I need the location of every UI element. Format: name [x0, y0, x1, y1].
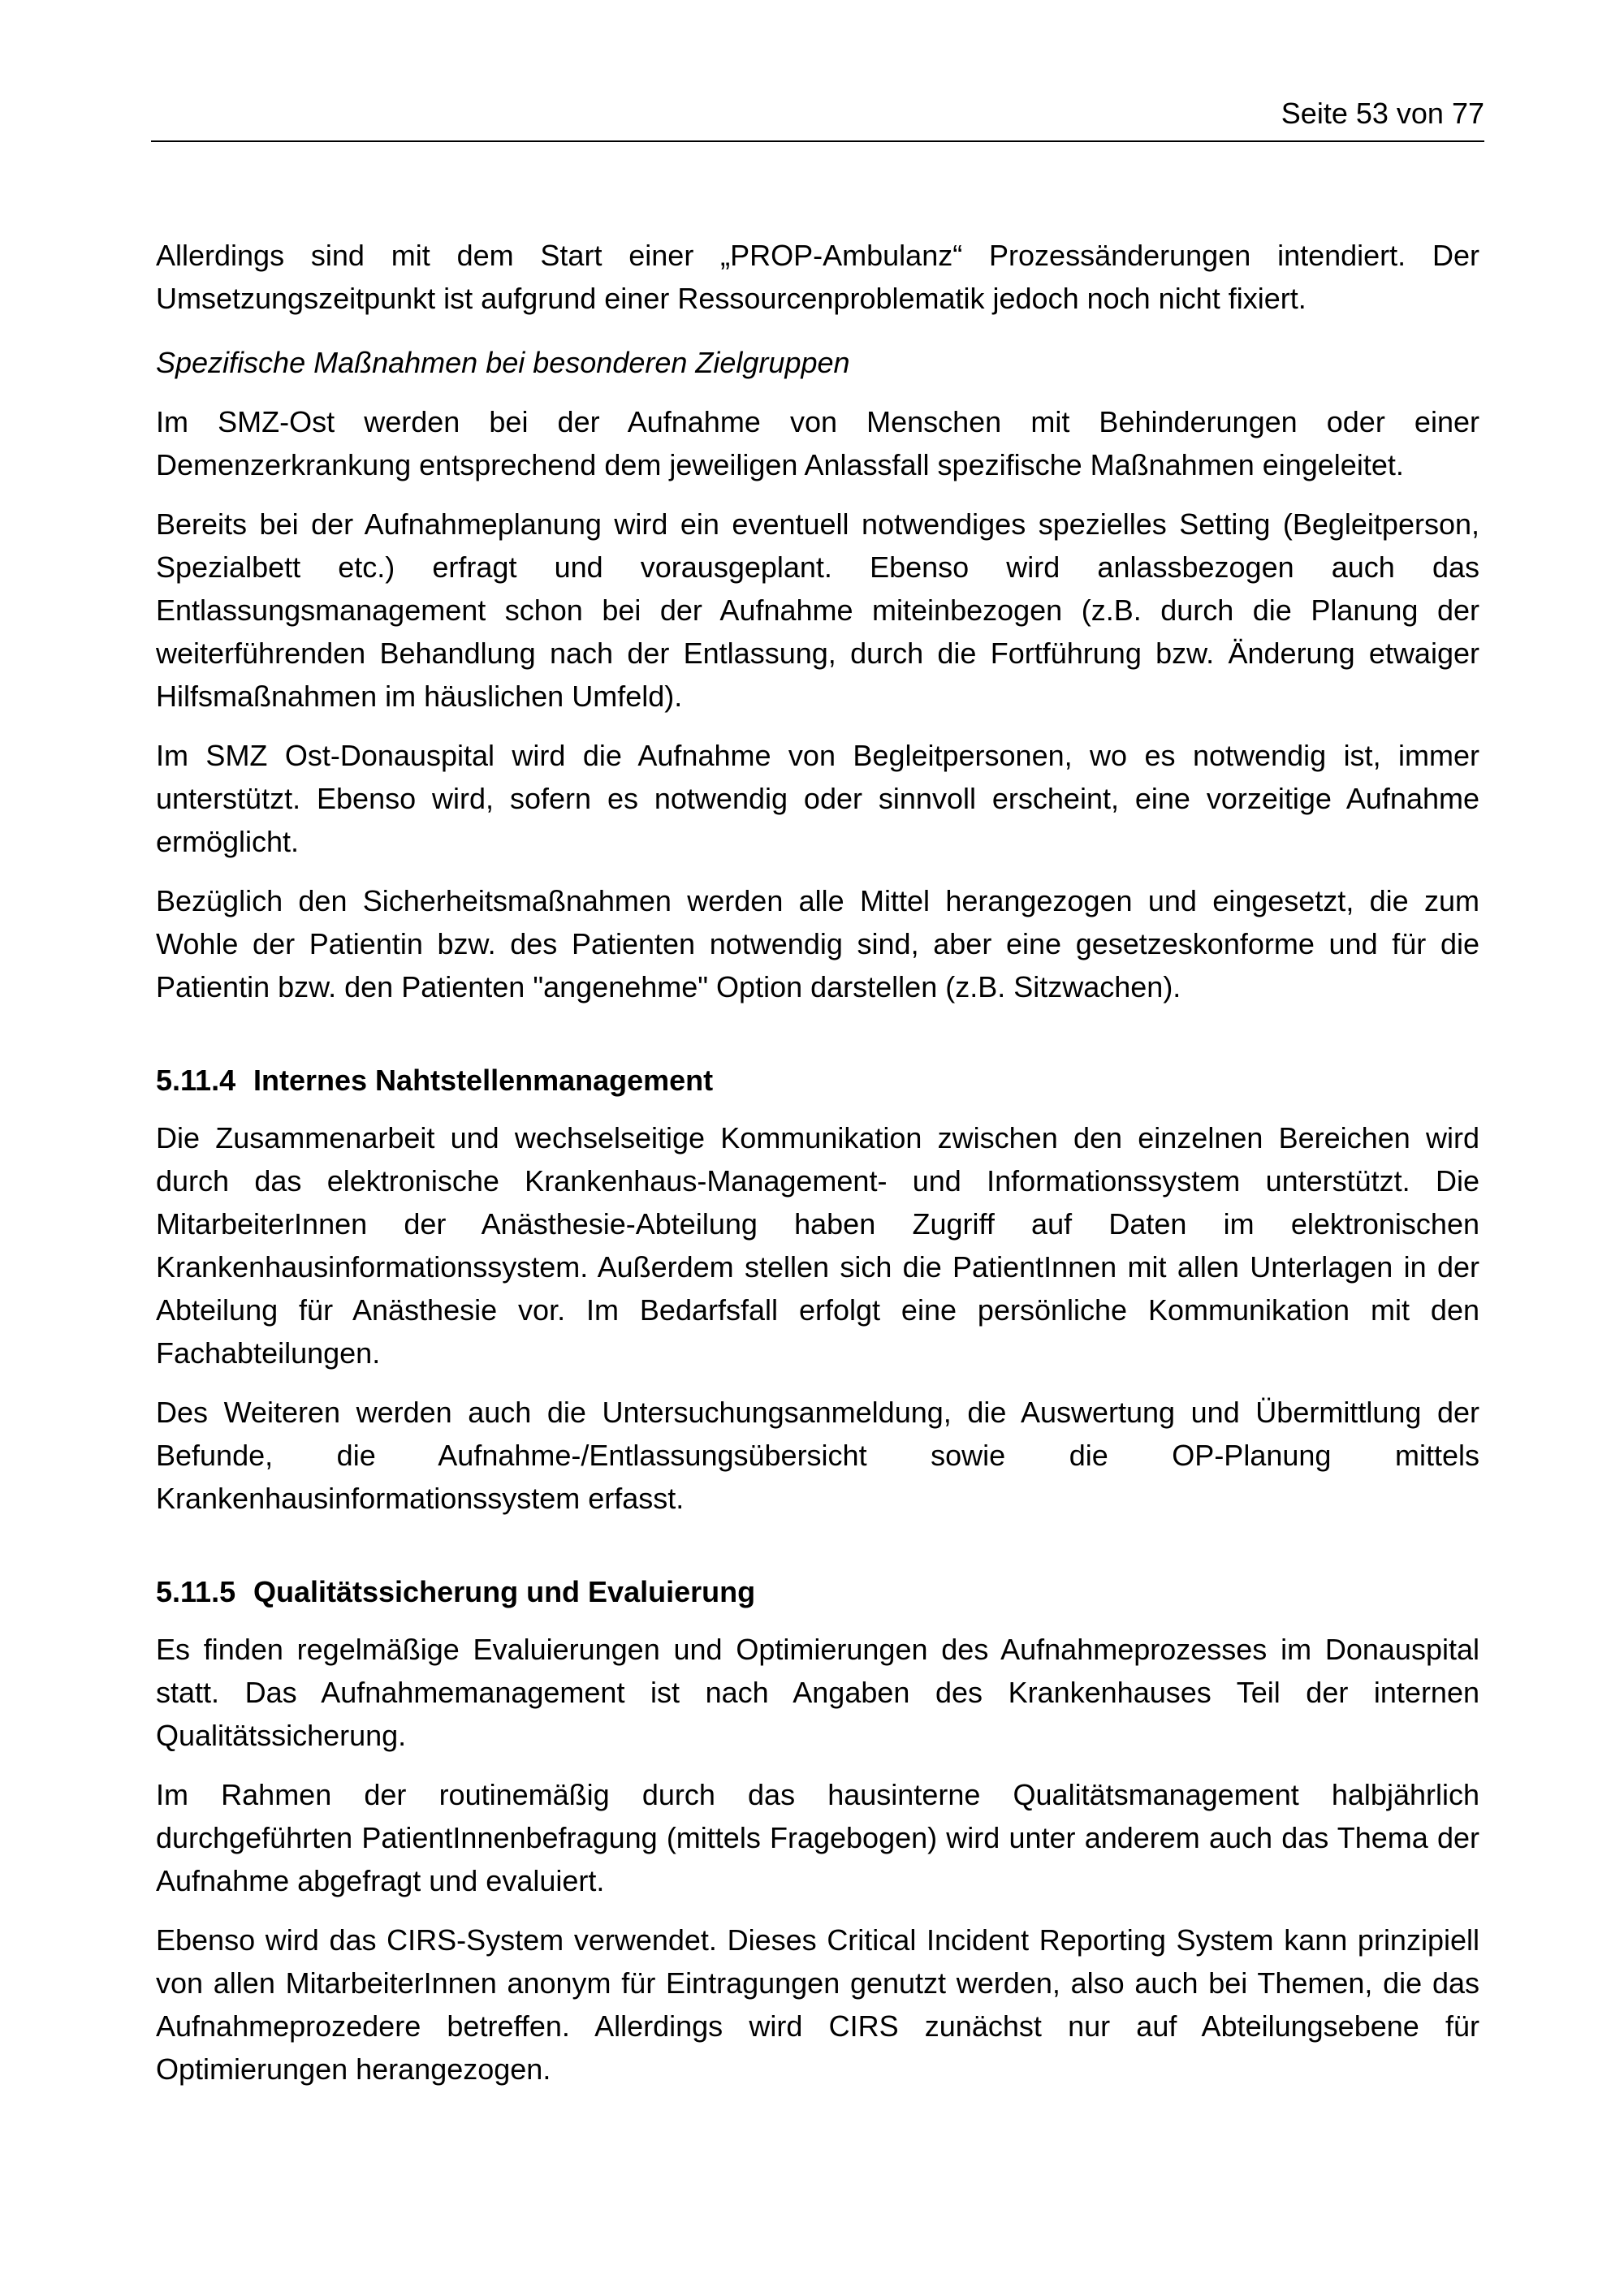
header-rule [151, 140, 1484, 142]
paragraph: Es finden regelmäßige Evaluierungen und Optimierungen des Aufnahmeprozesses im Donauspital statt. Das Aufnahmemanagement ist nach Angaben des Krankenhauses Teil der internen Qualitätssicherung. [156, 1633, 1479, 1752]
paragraph: Bereits bei der Aufnahmeplanung wird ein eventuell notwendiges spezielles Setting (Begleitperson, Spezialbett etc.) erfragt und vorausgeplant. Ebenso wird anlassbezogen auch das Entlassungsmanagement schon bei der Aufnahme miteinbezogen (z.B. durch die Planung der weiterführenden Behandlung nach der Entlassung, durch die Fortführung bzw. Änderung etwaiger Hilfsmaßnahmen im häuslichen Umfeld). [156, 507, 1479, 713]
section-number: 5.11.4 [156, 1064, 236, 1097]
page-content [156, 234, 1479, 2107]
paragraph: Die Zusammenarbeit und wechselseitige Kommunikation zwischen den einzelnen Bereichen wird durch das elektronische Krankenhaus-Management- und Informationssystem unterstützt. Die MitarbeiterInnen der Anästhesie-Abteilung haben Zugriff auf Daten im elektronischen Krankenhausinformationssystem. Außerdem stellen sich die PatientInnen mit allen Unterlagen in der Abteilung für Anästhesie vor. Im Bedarfsfall erfolgt eine persönliche Kommunikation mit den Fachabteilungen. [156, 1121, 1479, 1370]
paragraph: Bezüglich den Sicherheitsmaßnahmen werden alle Mittel herangezogen und eingesetzt, die zum Wohle der Patientin bzw. des Patienten notwendig sind, aber eine gesetzeskonforme und für die Patientin bzw. den Patienten "angenehme" Option darstellen (z.B. Sitzwachen). [156, 884, 1479, 1003]
section-heading-5115 [156, 1570, 1479, 1613]
section-title: Qualitätssicherung und Evaluierung [253, 1575, 756, 1608]
paragraph: Im SMZ-Ost werden bei der Aufnahme von Menschen mit Behinderungen oder einer Demenzerkrankung entsprechend dem jeweiligen Anlassfall spezifische Maßnahmen eingeleitet. [156, 405, 1479, 481]
page-number: Seite 53 von 77 [1281, 97, 1484, 130]
section-heading-5114 [156, 1059, 1479, 1102]
paragraph: Ebenso wird das CIRS-System verwendet. Dieses Critical Incident Reporting System kann prinzipiell von allen MitarbeiterInnen anonym für Eintragungen genutzt werden, also auch bei Themen, die das Aufnahmeprozedere betreffen. Allerdings wird CIRS zunächst nur auf Abteilungsebene für Optimierungen herangezogen. [156, 1923, 1479, 2086]
section-title: Internes Nahtstellenmanagement [253, 1064, 714, 1097]
subheading-zielgruppen: Spezifische Maßnahmen bei besonderen Zielgruppen [156, 346, 850, 379]
paragraph: Im Rahmen der routinemäßig durch das hausinterne Qualitätsmanagement halbjährlich durchgeführten PatientInnenbefragung (mittels Fragebogen) wird unter anderem auch das Thema der Aufnahme abgefragt und evaluiert. [156, 1778, 1479, 1897]
section-number: 5.11.5 [156, 1575, 236, 1608]
paragraph: Im SMZ Ost-Donauspital wird die Aufnahme von Begleitpersonen, wo es notwendig ist, immer unterstützt. Ebenso wird, sofern es notwendig oder sinnvoll erscheint, eine vorzeitige Aufnahme ermöglicht. [156, 739, 1479, 858]
paragraph: Des Weiteren werden auch die Untersuchungsanmeldung, die Auswertung und Übermittlung der Befunde, die Aufnahme-/Entlassungsübersicht sowie die OP-Planung mittels Krankenhausinformationssystem erfasst. [156, 1396, 1479, 1515]
intro-paragraph: Allerdings sind mit dem Start einer „PROP-Ambulanz“ Prozessänderungen intendiert. Der Umsetzungszeitpunkt ist aufgrund einer Ressourcenproblematik jedoch noch nicht fixiert. [156, 239, 1479, 315]
